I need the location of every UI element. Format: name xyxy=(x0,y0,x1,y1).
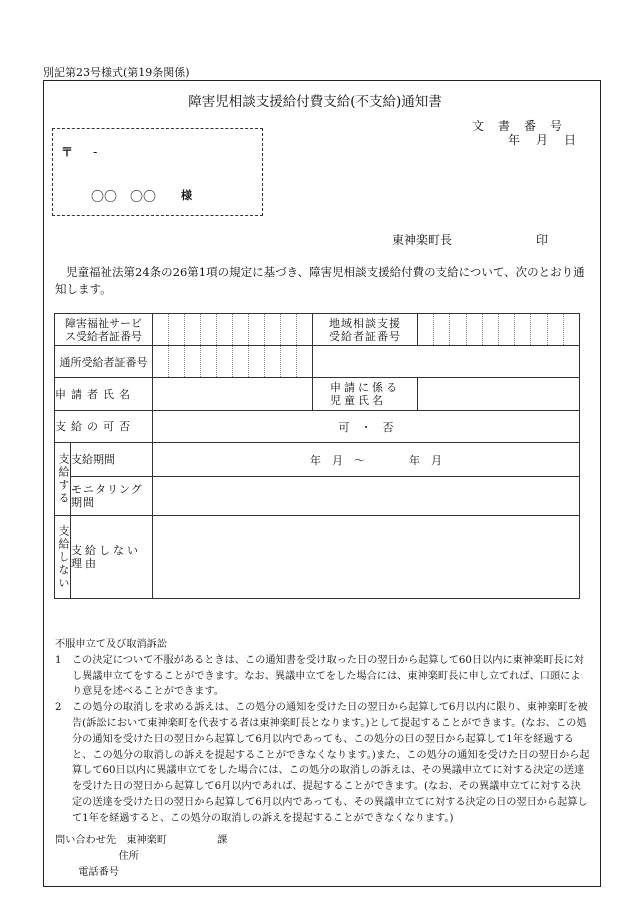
regional-cert-label: 地域相談支援受給者証番号 xyxy=(313,314,418,346)
document-number-label: 文 書 番 号 xyxy=(472,119,564,133)
contact-address: 住所 xyxy=(118,851,139,862)
service-cert-number-field[interactable] xyxy=(153,314,313,346)
recipient-name: 〇〇 〇〇 xyxy=(91,190,157,205)
contact-phone: 電話番号 xyxy=(78,867,119,878)
appeal-item: 2 この処分の取消しを求める訴えは、この処分の通知を受けた日の翌日から起算して6月以内に限り、東神楽町を被告(訴訟において東神楽町を代表する者は東神楽町長となります。)として提起することができます。(なお、この処分の通知を受けた日の翌日から起算して6月以内であっても、この処分の日の翌日から起算して1年を経過すると、この処分の取消しの訴えを提起することができなくなります。)また、この処分の通知を受けた日の翌日から起算して60日以内に異議申立てをした場合には、この処分の取消しの訴えは、その異議申立てに対する決定の送達を受けた日の翌日から起算して6月以内であれば、提起することができます。(なお、その異議申立てに対する決定の送達を受けた日の翌日から起算して6月以内であっても、その異議申立てに対する決定の日の翌日から起算して1年を経過すると、この処分の取消しの訴えを提起することができなくなります。) xyxy=(55,702,590,824)
daycare-cert-number-field[interactable] xyxy=(153,346,313,378)
grant-group-label: 支給する xyxy=(55,443,71,516)
monitoring-label: モニタリング期間 xyxy=(71,477,153,516)
period-value[interactable]: 年 月 ～ 年 月 xyxy=(153,443,580,477)
monitoring-field[interactable] xyxy=(153,477,580,516)
appeal-item: 1 この決定について不服があるときは、この通知書を受け取った日の翌日から起算して60日以内に東神楽町長に対し異議申立てをすることができます。なお、異議申立てをした場合には、東神楽町長に申し立てれば、口頭により意見を述べることができます。 xyxy=(55,654,584,698)
form-number-label: 別記第23号様式(第19条関係) xyxy=(43,66,190,79)
benefit-table xyxy=(54,313,580,599)
seal-mark: 印 xyxy=(536,233,549,247)
applicant-name-label: 申請者氏名 xyxy=(55,378,153,411)
appeal-section xyxy=(55,637,590,827)
child-name-label: 申請に係る児童氏名 xyxy=(313,378,418,411)
postal-code: 〒 - xyxy=(61,145,98,159)
reason-label: 支給しない理由 xyxy=(71,516,153,599)
recipient-honorific: 様 xyxy=(181,189,192,202)
approval-value[interactable]: 可 ・ 否 xyxy=(153,411,580,443)
contact-line: 問い合わせ先 東神楽町 課 xyxy=(55,835,228,846)
nongrant-group-label: 支給しない xyxy=(55,516,71,599)
regional-cert-number-field[interactable] xyxy=(418,314,580,346)
address-box xyxy=(52,128,263,216)
approval-label: 支給の可否 xyxy=(55,411,153,443)
applicant-name-field[interactable] xyxy=(153,378,313,411)
document-date: 年 月 日 xyxy=(508,133,579,147)
blank-cell xyxy=(313,346,580,378)
reason-field[interactable] xyxy=(153,516,580,599)
issuer-name: 東神楽町長 xyxy=(392,233,453,247)
appeal-heading: 不服申立て及び取消訴訟 xyxy=(55,639,168,650)
contact-section xyxy=(55,833,227,881)
service-cert-label: 障害福祉サービス受給者証番号 xyxy=(55,314,153,346)
notice-text: 児童福祉法第24条の26第1項の規定に基づき、障害児相談支援給付費の支給について、次のとおり通知します。 xyxy=(55,265,585,296)
child-name-field[interactable] xyxy=(418,378,580,411)
daycare-cert-label: 通所受給者証番号 xyxy=(55,346,153,378)
period-label: 支給期間 xyxy=(71,443,153,477)
document-title: 障害児相談支援給付費支給(不支給)通知書 xyxy=(188,94,442,110)
